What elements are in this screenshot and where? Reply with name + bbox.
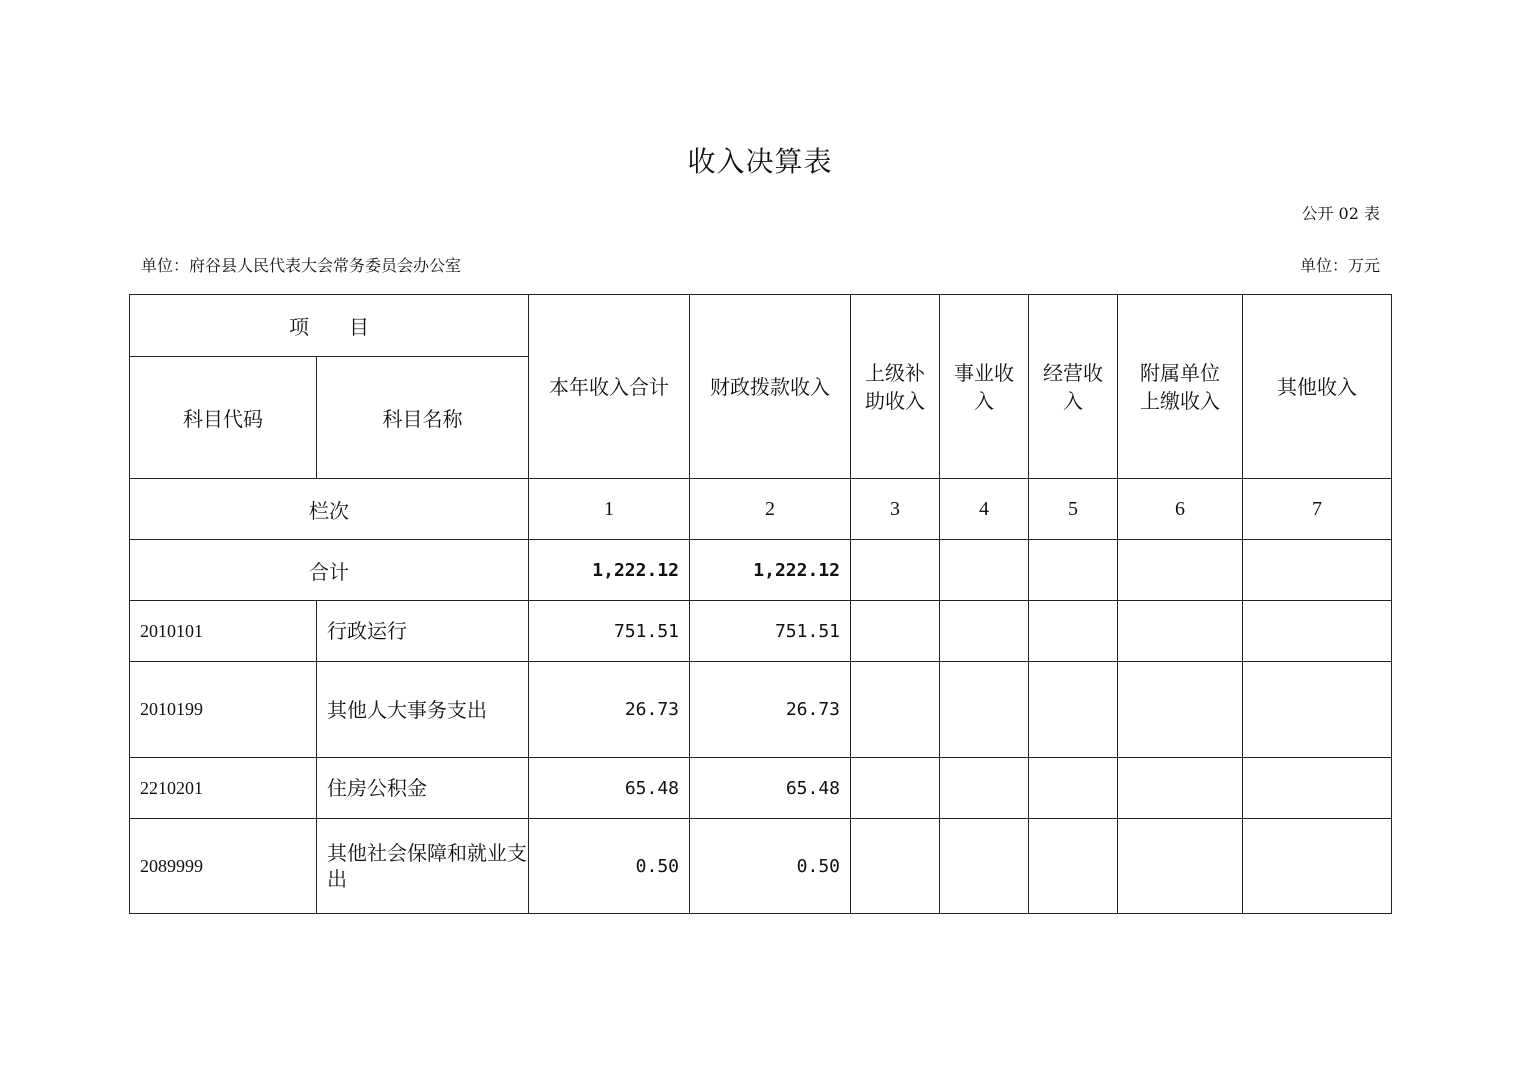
total-cell	[851, 540, 940, 601]
column-number: 2	[690, 479, 851, 540]
row-cell: 65.48	[690, 758, 851, 819]
row-cell	[1118, 601, 1243, 662]
header-col-operating: 经营收入	[1029, 295, 1118, 479]
header-name: 科目名称	[317, 357, 529, 479]
row-cell	[1118, 758, 1243, 819]
row-cell	[1243, 601, 1392, 662]
header-row-1	[130, 295, 1392, 357]
row-name: 住房公积金	[317, 758, 529, 819]
column-number-row	[130, 479, 1392, 540]
row-cell: 26.73	[529, 662, 690, 758]
total-cell	[1029, 540, 1118, 601]
row-cell: 0.50	[690, 819, 851, 914]
total-label: 合计	[130, 540, 529, 601]
row-cell: 0.50	[529, 819, 690, 914]
row-cell: 751.51	[690, 601, 851, 662]
header-col-total: 本年收入合计	[529, 295, 690, 479]
row-code: 2210201	[130, 758, 317, 819]
row-cell	[851, 601, 940, 662]
row-cell	[1029, 758, 1118, 819]
row-code: 2089999	[130, 819, 317, 914]
row-cell	[940, 819, 1029, 914]
header-item-label: 项目	[289, 315, 409, 339]
row-cell	[851, 819, 940, 914]
header-col-affiliated: 附属单位上缴收入	[1118, 295, 1243, 479]
total-row	[130, 540, 1392, 601]
row-cell	[940, 662, 1029, 758]
table-row	[130, 662, 1392, 758]
row-cell	[1243, 758, 1392, 819]
row-cell	[851, 758, 940, 819]
row-name: 其他社会保障和就业支出	[317, 819, 529, 914]
header-col-superior: 上级补助收入	[851, 295, 940, 479]
row-cell: 751.51	[529, 601, 690, 662]
header-col-other: 其他收入	[1243, 295, 1392, 479]
total-cell: 1,222.12	[529, 540, 690, 601]
column-number: 6	[1118, 479, 1243, 540]
row-code: 2010101	[130, 601, 317, 662]
table-row	[130, 758, 1392, 819]
column-number: 3	[851, 479, 940, 540]
total-cell	[1118, 540, 1243, 601]
unit-currency: 单位：万元	[1299, 256, 1380, 275]
row-name: 其他人大事务支出	[317, 662, 529, 758]
row-name: 行政运行	[317, 601, 529, 662]
row-cell	[1029, 601, 1118, 662]
row-cell	[1243, 662, 1392, 758]
table-row	[130, 601, 1392, 662]
header-col-business: 事业收入	[940, 295, 1029, 479]
total-cell	[1243, 540, 1392, 601]
header-item	[130, 295, 529, 357]
total-cell	[940, 540, 1029, 601]
header-code: 科目代码	[130, 357, 317, 479]
page-title: 收入决算表	[687, 145, 833, 178]
column-number-label: 栏次	[130, 479, 529, 540]
row-cell	[1243, 819, 1392, 914]
row-cell	[851, 662, 940, 758]
row-code: 2010199	[130, 662, 317, 758]
row-cell	[1029, 662, 1118, 758]
column-number: 5	[1029, 479, 1118, 540]
row-cell: 26.73	[690, 662, 851, 758]
form-code: 公开 02 表	[1301, 204, 1380, 223]
total-cell: 1,222.12	[690, 540, 851, 601]
table-row	[130, 819, 1392, 914]
header-col-fiscal: 财政拨款收入	[690, 295, 851, 479]
column-number: 4	[940, 479, 1029, 540]
row-cell: 65.48	[529, 758, 690, 819]
row-cell	[940, 758, 1029, 819]
column-number: 1	[529, 479, 690, 540]
income-statement-table	[129, 294, 1392, 914]
row-cell	[1029, 819, 1118, 914]
row-cell	[1118, 662, 1243, 758]
column-number: 7	[1243, 479, 1392, 540]
row-cell	[1118, 819, 1243, 914]
row-cell	[940, 601, 1029, 662]
unit-organization: 单位：府谷县人民代表大会常务委员会办公室	[141, 256, 462, 275]
